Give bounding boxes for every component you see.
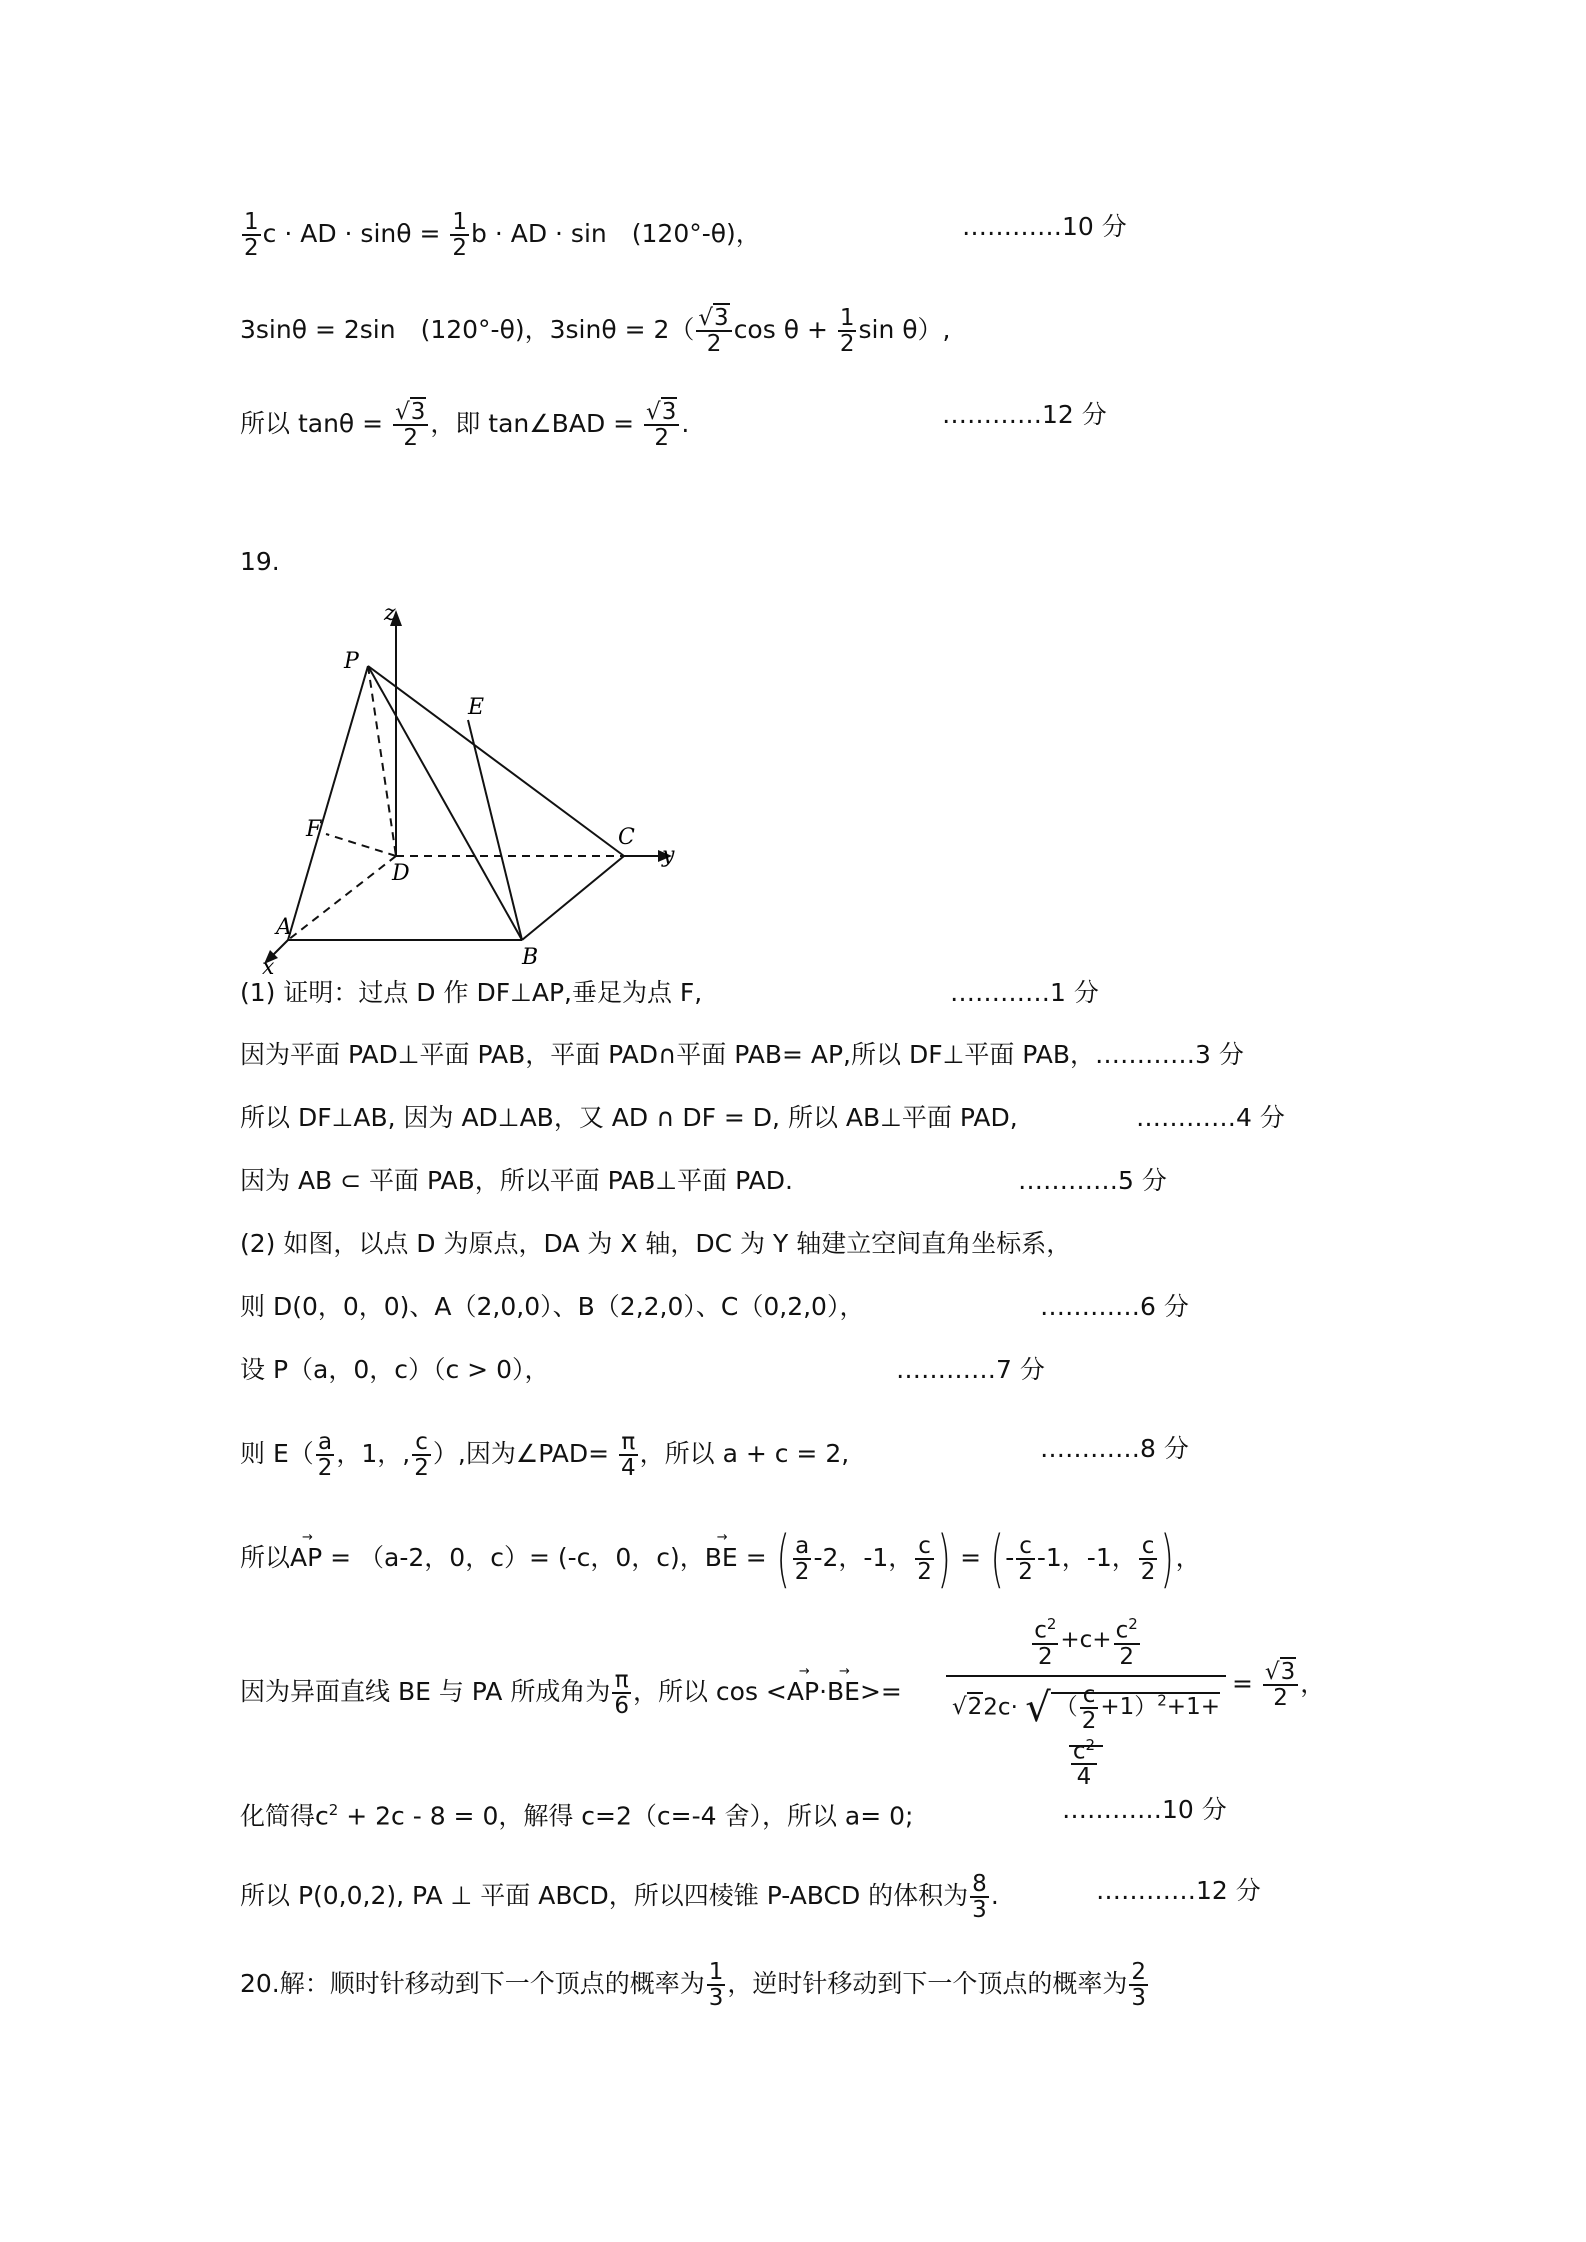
label-f: F (306, 817, 322, 842)
score: …………4 分 (1136, 1103, 1285, 1132)
fraction: √ $\frac{3}{2}$ (644, 400, 679, 450)
fraction: $\frac{1}{2}$ (244, 209, 259, 261)
line-1: $\frac{1}{2}$ c · AD · sinθ = $\frac{1}{2}$ b · AD · sin (120°-θ)， (244, 209, 761, 261)
line-15: 所以 P(0,0,2), PA ⊥ 平面 ABCD，所以四棱锥 P-ABCD 的体积为 $\frac{8}{3}$ . (240, 1871, 999, 1923)
vector-ap: → AP (787, 1677, 819, 1707)
question-number: 19. (240, 547, 280, 576)
fraction: $\frac{8}{3}$ (972, 1871, 987, 1923)
line-4: (1) 证明：过点 D 作 DF⊥AP,垂足为点 F, (240, 978, 703, 1007)
label-y: y (662, 843, 675, 868)
score: …………5 分 (1018, 1166, 1167, 1195)
fraction: $\frac{2}{3}$ (1131, 1959, 1147, 2011)
score: …………7 分 (896, 1355, 1045, 1384)
score: …………1 分 (950, 978, 1099, 1007)
fraction: $\frac{1}{3}$ (708, 1959, 724, 2011)
label-b: B (522, 945, 539, 970)
line-16: 20.解：顺时针移动到下一个顶点的概率为 $\frac{1}{3}$ ，逆时针移动到下一个顶点的概率为 $\frac{2}{3}$ (240, 1959, 1147, 2011)
score: …………8 分 (1040, 1434, 1189, 1463)
fraction: √ $\frac{3}{2}$ (696, 306, 731, 356)
fraction: $\frac{c}{2}$ (1018, 1533, 1033, 1585)
fraction: $\frac{c}{2}$ (414, 1429, 429, 1481)
line-8: (2) 如图，以点 D 为原点，DA 为 X 轴，DC 为 Y 轴建立空间直角坐标系， (240, 1229, 1072, 1258)
line-12: 所以→ AP = （a-2，0，c）= (-c，0，c)，→ BE = ( $\frac{a}{2}$ -2，-1， $\frac{c}{2}$ ) = (- $\frac{c}{2}$ -1，-1， $\frac{c}{2}$ )， (240, 1528, 1201, 1590)
line-5: 因为平面 PAD⊥平面 PAB，平面 PAD∩平面 PAB= AP,所以 DF⊥平面 PAB，…………3 分 (240, 1040, 1244, 1069)
fraction: $\frac{c}{2}$ (1140, 1533, 1156, 1585)
label-e: E (468, 695, 485, 720)
line-10: 设 P（a，0，c）（c > 0）， (240, 1355, 550, 1384)
line-13: 因为异面直线 BE 与 PA 所成角为 $\frac{\pi}{6}$ ，所以 cos <→ AP·→ BE>= (240, 1668, 902, 1718)
cos-result: = √ $\frac{3}{2}$ ， (1232, 1660, 1325, 1710)
vector-be: → BE (705, 1543, 738, 1573)
cos-denominator: √ 22c· √ （ $\frac{c}{2}$ +1）$^2$+1+ $\frac{c^2}{4}$ (946, 1677, 1226, 1790)
score: …………6 分 (1040, 1292, 1189, 1321)
cos-numerator: $\frac{c^2}{2}$ +c+ $\frac{c^2}{2}$ (946, 1612, 1226, 1677)
fraction: √ $\frac{3}{2}$ (393, 400, 428, 450)
fraction: $\frac{1}{2}$ (839, 305, 855, 357)
line-2: 3sinθ = 2sin (120°-θ)，3sinθ = 2（ √ $\frac{3}{2}$ cos θ + $\frac{1}{2}$ sin θ）, (240, 306, 951, 356)
line-9: 则 D(0，0，0)、A（2,0,0）、B（2,2,0）、C（0,2,0）， (240, 1292, 865, 1321)
line-7: 因为 AB ⊂ 平面 PAB，所以平面 PAB⊥平面 PAD. (240, 1166, 793, 1195)
vector-be: → BE (827, 1677, 860, 1707)
label-a: A (276, 915, 292, 940)
cos-fraction (946, 1612, 1226, 1789)
label-p: P (344, 649, 359, 674)
line-14: 化简得$c^2 + 2c - 8 = 0$，解得 c=2（c=-4 舍），所以 a= 0; (240, 1801, 914, 1831)
label-c: C (618, 825, 635, 850)
score: …………10 分 (962, 212, 1127, 241)
fraction: $\frac{1}{2}$ (452, 209, 468, 261)
label-x: x (262, 955, 275, 980)
score: …………12 分 (1096, 1876, 1261, 1905)
fraction: $\frac{a}{2}$ (317, 1429, 333, 1481)
fraction: $\frac{a}{2}$ (794, 1533, 810, 1585)
score: …………10 分 (1062, 1795, 1227, 1824)
vector-ap: → AP (290, 1543, 322, 1573)
line-6: 所以 DF⊥AB, 因为 AD⊥AB，又 AD ∩ DF = D, 所以 AB⊥平面 PAD, (240, 1103, 1018, 1132)
line-3: 所以 tanθ = √ $\frac{3}{2}$ ，即 tan∠BAD = √ $\frac{3}{2}$ . (240, 400, 689, 450)
score: …………12 分 (942, 400, 1107, 429)
label-d: D (392, 861, 410, 886)
pyramid-figure (260, 600, 700, 980)
label-z: z (384, 601, 396, 626)
fraction: $\frac{c}{2}$ (917, 1533, 932, 1585)
line-11: 则 E（ $\frac{a}{2}$ ，1，, $\frac{c}{2}$ ）,因为∠PAD= $\frac{\pi}{4}$ ，所以 a + c = 2, (240, 1429, 850, 1481)
fraction: $\frac{\pi}{4}$ (620, 1429, 636, 1481)
fraction: $\frac{\pi}{6}$ (614, 1667, 629, 1719)
